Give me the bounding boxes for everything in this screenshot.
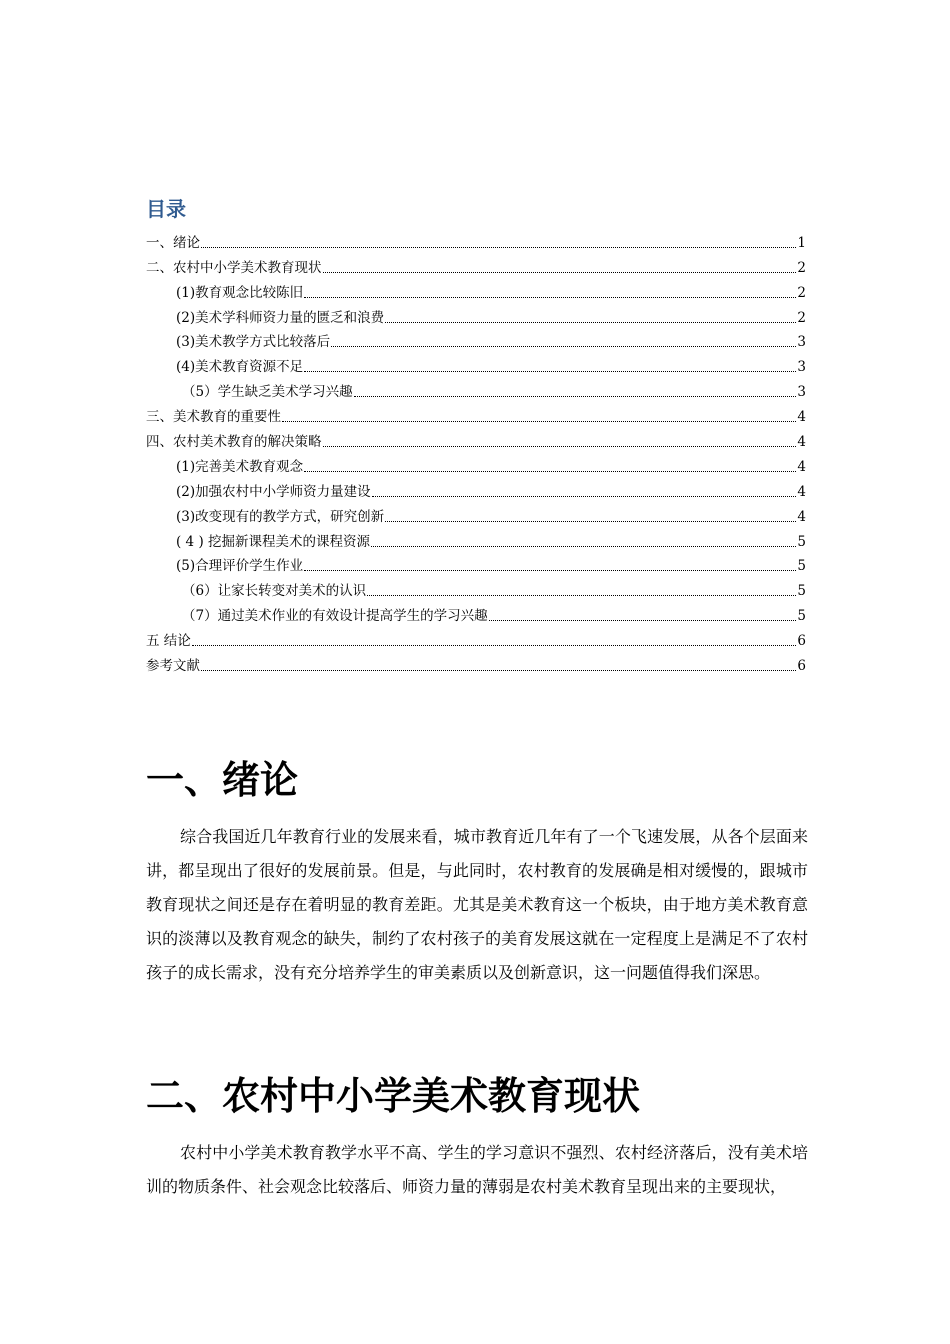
- toc-dot-leader: [323, 272, 797, 273]
- toc-dot-leader: [201, 670, 796, 671]
- toc-title: 目录: [146, 197, 186, 221]
- toc-entry-label: （7）通过美术作业的有效设计提高学生的学习兴趣: [182, 608, 488, 625]
- toc-entry[interactable]: [146, 550, 806, 575]
- toc-entry[interactable]: [146, 500, 806, 525]
- toc-dot-leader: [367, 595, 796, 596]
- toc-entry[interactable]: [146, 301, 806, 326]
- toc-entry-label: 五 结论: [146, 633, 191, 650]
- toc-entry[interactable]: [146, 375, 806, 400]
- toc-entry-label: (4)美术教育资源不足: [176, 359, 304, 376]
- toc-dot-leader: [323, 446, 797, 447]
- toc-entry-page-number: 3: [797, 384, 806, 401]
- toc-entry[interactable]: [146, 425, 806, 450]
- toc-entry[interactable]: [146, 276, 806, 301]
- toc-entry[interactable]: [146, 525, 806, 550]
- toc-entry-label: (1)教育观念比较陈旧: [176, 284, 304, 301]
- toc-entry-page-number: 3: [797, 359, 806, 376]
- toc-entry-page-number: 4: [797, 508, 806, 525]
- toc-entry[interactable]: [146, 350, 806, 375]
- toc-entry-label: (3)改变现有的教学方式，研究创新: [176, 508, 385, 525]
- toc-entry-label: 参考文献: [146, 658, 200, 675]
- section-heading-status: 二、农村中小学美术教育现状: [146, 1074, 641, 1118]
- toc-entry-page-number: 5: [797, 533, 806, 550]
- toc-dot-leader: [304, 371, 796, 372]
- toc-entry[interactable]: [146, 251, 806, 276]
- toc-dot-leader: [371, 546, 796, 547]
- toc-entry-page-number: 4: [797, 409, 806, 426]
- toc-entry[interactable]: [146, 475, 806, 500]
- toc-dot-leader: [385, 521, 796, 522]
- toc-dot-leader: [304, 570, 796, 571]
- toc-dot-leader: [372, 496, 797, 497]
- toc-dot-leader: [331, 346, 796, 347]
- section-paragraph-introduction: 综合我国近几年教育行业的发展来看，城市教育近几年有了一个飞速发展，从各个层面来讲，都呈现出了很好的发展前景。但是，与此同时，农村教育的发展确是相对缓慢的，跟城市教育现状之间还是存在着明显的教育差距。尤其是美术教育这一个板块，由于地方美术教育意识的淡薄以及教育观念的缺失，制约了农村孩子的美育发展这就在一定程度上是满足不了农村孩子的成长需求，没有充分培养学生的审美素质以及创新意识，这一问题值得我们深思。: [146, 827, 808, 982]
- toc-dot-leader: [282, 421, 796, 422]
- table-of-contents: [146, 226, 806, 674]
- toc-entry[interactable]: [146, 400, 806, 425]
- section-heading-introduction: 一、绪论: [146, 758, 299, 802]
- toc-entry-page-number: 2: [797, 309, 806, 326]
- toc-entry-page-number: 3: [797, 334, 806, 351]
- toc-entry[interactable]: [146, 624, 806, 649]
- toc-dot-leader: [201, 247, 796, 248]
- toc-entry[interactable]: [146, 326, 806, 351]
- toc-entry-page-number: 4: [797, 458, 806, 475]
- toc-entry-page-number: 2: [797, 284, 806, 301]
- toc-entry-page-number: 4: [797, 483, 806, 500]
- toc-entry-label: （6）让家长转变对美术的认识: [182, 583, 367, 600]
- toc-entry-label: (3)美术教学方式比较落后: [176, 334, 331, 351]
- toc-entry-label: （5）学生缺乏美术学习兴趣: [182, 384, 353, 401]
- toc-entry-page-number: 6: [797, 633, 806, 650]
- toc-entry-page-number: 4: [797, 434, 806, 451]
- toc-entry-page-number: 6: [797, 658, 806, 675]
- toc-entry[interactable]: [146, 574, 806, 599]
- toc-dot-leader: [192, 645, 797, 646]
- toc-entry-page-number: 2: [797, 259, 806, 276]
- toc-entry-page-number: 5: [797, 583, 806, 600]
- toc-entry[interactable]: [146, 450, 806, 475]
- toc-entry-label: (1)完善美术教育观念: [176, 458, 304, 475]
- toc-entry-label: (2)美术学科师资力量的匮乏和浪费: [176, 309, 385, 326]
- toc-entry-label: ( 4 ) 挖掘新课程美术的课程资源: [176, 533, 370, 550]
- section-paragraph-status: 农村中小学美术教育教学水平不高、学生的学习意识不强烈、农村经济落后，没有美术培训的物质条件、社会观念比较落后、师资力量的薄弱是农村美术教育呈现出来的主要现状，: [146, 1143, 808, 1196]
- toc-entry-label: (2)加强农村中小学师资力量建设: [176, 483, 371, 500]
- toc-entry-label: 四、农村美术教育的解决策略: [146, 434, 322, 451]
- toc-entry-label: 二、农村中小学美术教育现状: [146, 259, 322, 276]
- toc-dot-leader: [354, 396, 797, 397]
- toc-entry[interactable]: [146, 649, 806, 674]
- toc-entry[interactable]: [146, 599, 806, 624]
- toc-entry-page-number: 5: [797, 558, 806, 575]
- toc-dot-leader: [304, 471, 796, 472]
- toc-dot-leader: [489, 620, 797, 621]
- toc-entry-page-number: 5: [797, 608, 806, 625]
- toc-dot-leader: [385, 322, 796, 323]
- toc-dot-leader: [304, 297, 796, 298]
- toc-entry-page-number: 1: [797, 234, 806, 251]
- toc-entry-label: 一、绪论: [146, 234, 200, 251]
- toc-entry-label: 三、美术教育的重要性: [146, 409, 281, 426]
- toc-entry[interactable]: [146, 226, 806, 251]
- toc-entry-label: (5)合理评价学生作业: [176, 558, 304, 575]
